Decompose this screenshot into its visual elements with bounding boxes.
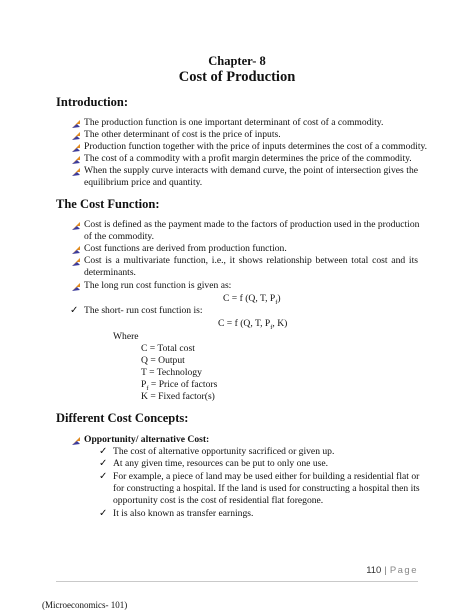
concept-item-3: For example, a piece of land may be used either for building a residential flat or	[113, 471, 420, 482]
bullet-arrow-icon	[70, 130, 82, 141]
short-run-equation: C = f (Q, T, $P_f$, K)	[218, 318, 288, 331]
definition-c: C = Total cost	[141, 343, 195, 354]
subheading-opportunity-cost: Opportunity/ alternative Cost:	[84, 434, 210, 445]
bullet-arrow-icon	[70, 220, 82, 231]
cost-bullet-3: Cost is a multivariate function, i.e., it shows relationship between total cost and its	[84, 255, 418, 266]
bullet-arrow-icon	[70, 154, 82, 165]
footer-course: (Microeconomics- 101)	[42, 600, 128, 610]
cost-bullet-1-cont: of the commodity.	[84, 231, 154, 242]
checkmark-icon: ✓	[99, 471, 108, 482]
intro-bullet-5: When the supply curve interacts with demand curve, the point of intersection gives the	[84, 165, 418, 176]
concept-item-1: The cost of alternative opportunity sacrificed or given up.	[113, 446, 335, 457]
checkmark-icon: ✓	[99, 446, 108, 457]
definition-k: K = Fixed factor(s)	[141, 391, 215, 402]
section-heading-cost-concepts: Different Cost Concepts:	[56, 411, 189, 425]
where-label: Where	[113, 331, 139, 342]
definition-q: Q = Output	[141, 355, 185, 366]
short-run-item: The short- run cost function is:	[84, 305, 203, 316]
bullet-arrow-icon	[70, 166, 82, 177]
page-title: Cost of Production	[178, 69, 296, 85]
concept-item-3-end: opportunity cost is the cost of residential flat foregone.	[113, 495, 324, 506]
cost-bullet-4: The long run cost function is given as:	[84, 280, 232, 291]
cost-bullet-2: Cost functions are derived from production function.	[84, 243, 287, 254]
cost-bullet-1: Cost is defined as the payment made to the factors of production used in the production	[84, 219, 420, 230]
section-heading-introduction: Introduction:	[56, 95, 129, 109]
checkmark-icon: ✓	[99, 508, 108, 519]
intro-bullet-5-cont: equilibrium price and quantity.	[84, 177, 203, 188]
definition-pf: $P_f$ = Price of factors	[141, 379, 218, 392]
intro-bullet-2: The other determinant of cost is the price of inputs.	[84, 129, 281, 140]
definition-t: T = Technology	[141, 367, 202, 378]
intro-bullet-3: Production function together with the price of inputs determines the cost of a commodity.	[84, 141, 428, 152]
bullet-arrow-icon	[70, 256, 82, 267]
chapter-label: Chapter- 8	[208, 54, 266, 68]
cost-bullet-3-cont: determinants.	[84, 267, 136, 278]
bullet-arrow-icon	[70, 118, 82, 129]
intro-bullet-4: The cost of a commodity with a profit margin determines the price of the commodity.	[84, 153, 412, 164]
concept-item-4: It is also known as transfer earnings.	[113, 508, 254, 519]
bullet-arrow-icon	[70, 244, 82, 255]
concept-item-3-cont: for constructing a hospital. If the land is used for constructing a hospital then its	[113, 483, 420, 494]
footer-divider	[56, 581, 418, 582]
bullet-arrow-icon	[70, 281, 82, 292]
long-run-equation: C = f (Q, T, $P_f$)	[223, 293, 281, 306]
page-number: 110 | Page	[366, 565, 418, 576]
checkmark-icon: ✓	[70, 305, 79, 316]
bullet-arrow-icon	[70, 142, 82, 153]
concept-item-2: At any given time, resources can be put to only one use.	[113, 458, 329, 469]
section-heading-cost-function: The Cost Function:	[56, 197, 160, 211]
intro-bullet-1: The production function is one important determinant of cost of a commodity.	[84, 117, 384, 128]
checkmark-icon: ✓	[99, 458, 108, 469]
bullet-arrow-icon	[70, 435, 82, 446]
